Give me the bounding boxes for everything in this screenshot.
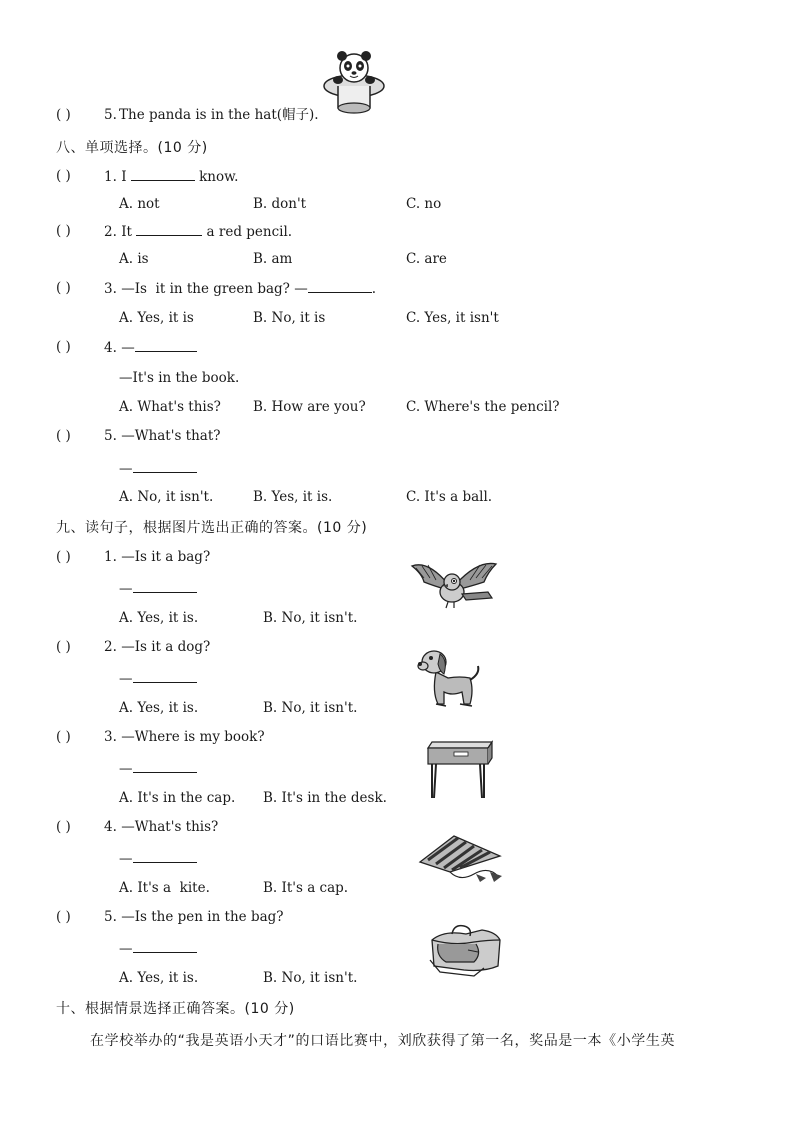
answer-blank[interactable] bbox=[136, 223, 202, 236]
option-a: A. Yes, it is. bbox=[119, 700, 199, 716]
dash: — bbox=[119, 851, 133, 867]
question-line bbox=[104, 549, 210, 565]
question-line bbox=[104, 909, 284, 925]
paragraph: 在学校举办的“我是英语小天才”的口语比赛中，刘欣获得了第一名，奖品是一本《小学生英 bbox=[90, 1033, 676, 1049]
option-b: B. It's in the desk. bbox=[263, 790, 387, 806]
answer-paren[interactable]: ( ) bbox=[56, 909, 71, 925]
question-text: . bbox=[371, 281, 376, 297]
option-a: A. Yes, it is. bbox=[119, 970, 199, 986]
kite-icon bbox=[414, 832, 506, 890]
option-b: B. No, it isn't. bbox=[263, 610, 358, 626]
question-number: 5. bbox=[104, 428, 117, 444]
question-line bbox=[104, 339, 197, 356]
question-text: know. bbox=[199, 169, 239, 185]
question-text: —Is it a bag? bbox=[121, 549, 211, 565]
question-line bbox=[104, 639, 210, 655]
section-title: 八、单项选择。(10 分) bbox=[56, 140, 208, 156]
question-line bbox=[104, 729, 265, 745]
question-number: 5. bbox=[104, 107, 117, 123]
option-a: A. Yes, it is bbox=[119, 310, 194, 326]
question-line bbox=[104, 428, 221, 444]
question-line bbox=[104, 168, 238, 185]
answer-blank[interactable] bbox=[133, 580, 197, 593]
answer-blank[interactable] bbox=[133, 940, 197, 953]
question-text: a red pencil. bbox=[206, 224, 293, 240]
answer-line bbox=[119, 760, 197, 777]
answer-paren[interactable]: ( ) bbox=[56, 280, 71, 296]
dash: — bbox=[119, 941, 133, 957]
option-a: A. is bbox=[119, 251, 149, 267]
answer-blank[interactable] bbox=[131, 168, 195, 181]
question-number: 4. bbox=[104, 819, 117, 835]
answer-blank[interactable] bbox=[133, 670, 197, 683]
option-a: A. Yes, it is. bbox=[119, 610, 199, 626]
question-number: 1. bbox=[104, 549, 117, 565]
desk-icon bbox=[424, 738, 496, 802]
bird-icon bbox=[408, 556, 500, 614]
option-b: B. No, it isn't. bbox=[263, 700, 358, 716]
option-b: B. am bbox=[253, 251, 293, 267]
answer-paren[interactable]: ( ) bbox=[56, 729, 71, 745]
option-c: C. Where's the pencil? bbox=[406, 399, 560, 415]
question-text: —Is the pen in the bag? bbox=[121, 909, 284, 925]
dash: — bbox=[119, 761, 133, 777]
dash: — bbox=[119, 581, 133, 597]
option-a: A. It's in the cap. bbox=[119, 790, 236, 806]
answer-paren[interactable]: ( ) bbox=[56, 549, 71, 565]
question-text: —What's this? bbox=[121, 819, 219, 835]
answer-paren[interactable]: ( ) bbox=[56, 223, 71, 239]
question-text: The panda is in the hat(帽子). bbox=[119, 107, 319, 123]
panda-in-hat-icon bbox=[318, 46, 390, 118]
question-text: I bbox=[121, 169, 127, 185]
answer-line: —It's in the book. bbox=[119, 370, 240, 386]
option-b: B. No, it is bbox=[253, 310, 326, 326]
dash: — bbox=[119, 671, 133, 687]
section-title: 九、读句子，根据图片选出正确的答案。(10 分) bbox=[56, 520, 368, 536]
answer-paren[interactable]: ( ) bbox=[56, 168, 71, 184]
question-text: It bbox=[121, 224, 132, 240]
answer-blank[interactable] bbox=[133, 760, 197, 773]
question-line bbox=[104, 223, 292, 240]
option-b: B. How are you? bbox=[253, 399, 366, 415]
option-b: B. It's a cap. bbox=[263, 880, 349, 896]
question-number: 3. bbox=[104, 281, 117, 297]
question-number: 4. bbox=[104, 340, 117, 356]
answer-paren[interactable]: ( ) bbox=[56, 428, 71, 444]
question-number: 2. bbox=[104, 639, 117, 655]
answer-blank[interactable] bbox=[135, 339, 197, 352]
dash: — bbox=[119, 461, 133, 477]
option-a: A. No, it isn't. bbox=[119, 489, 214, 505]
answer-paren[interactable]: ( ) bbox=[56, 819, 71, 835]
option-b: B. don't bbox=[253, 196, 307, 212]
answer-line bbox=[119, 940, 197, 957]
option-a: A. It's a kite. bbox=[119, 880, 210, 896]
answer-line bbox=[119, 850, 197, 867]
question-number: 2. bbox=[104, 224, 117, 240]
question-text: —Is it a dog? bbox=[121, 639, 211, 655]
question-text: —Where is my book? bbox=[121, 729, 265, 745]
question-text: —What's that? bbox=[121, 428, 221, 444]
option-a: A. What's this? bbox=[119, 399, 221, 415]
question-number: 5. bbox=[104, 909, 117, 925]
option-b: B. Yes, it is. bbox=[253, 489, 333, 505]
answer-line bbox=[119, 580, 197, 597]
section-title: 十、根据情景选择正确答案。(10 分) bbox=[56, 1001, 295, 1017]
question-number: 1. bbox=[104, 169, 117, 185]
answer-line bbox=[119, 460, 197, 477]
option-a: A. not bbox=[119, 196, 160, 212]
option-c: C. are bbox=[406, 251, 447, 267]
answer-paren[interactable]: ( ) bbox=[56, 107, 71, 123]
question-number: 3. bbox=[104, 729, 117, 745]
question-line bbox=[104, 280, 376, 297]
answer-paren[interactable]: ( ) bbox=[56, 639, 71, 655]
question-text: —Is it in the green bag? — bbox=[121, 281, 308, 297]
answer-line bbox=[119, 670, 197, 687]
answer-blank[interactable] bbox=[133, 460, 197, 473]
option-c: C. no bbox=[406, 196, 442, 212]
answer-paren[interactable]: ( ) bbox=[56, 339, 71, 355]
question-text: — bbox=[121, 340, 135, 356]
schoolbag-icon bbox=[424, 922, 504, 982]
answer-blank[interactable] bbox=[133, 850, 197, 863]
option-c: C. It's a ball. bbox=[406, 489, 493, 505]
question-line bbox=[104, 819, 218, 835]
option-c: C. Yes, it isn't bbox=[406, 310, 499, 326]
answer-blank[interactable] bbox=[308, 280, 372, 293]
dog-icon bbox=[414, 642, 486, 714]
option-b: B. No, it isn't. bbox=[263, 970, 358, 986]
